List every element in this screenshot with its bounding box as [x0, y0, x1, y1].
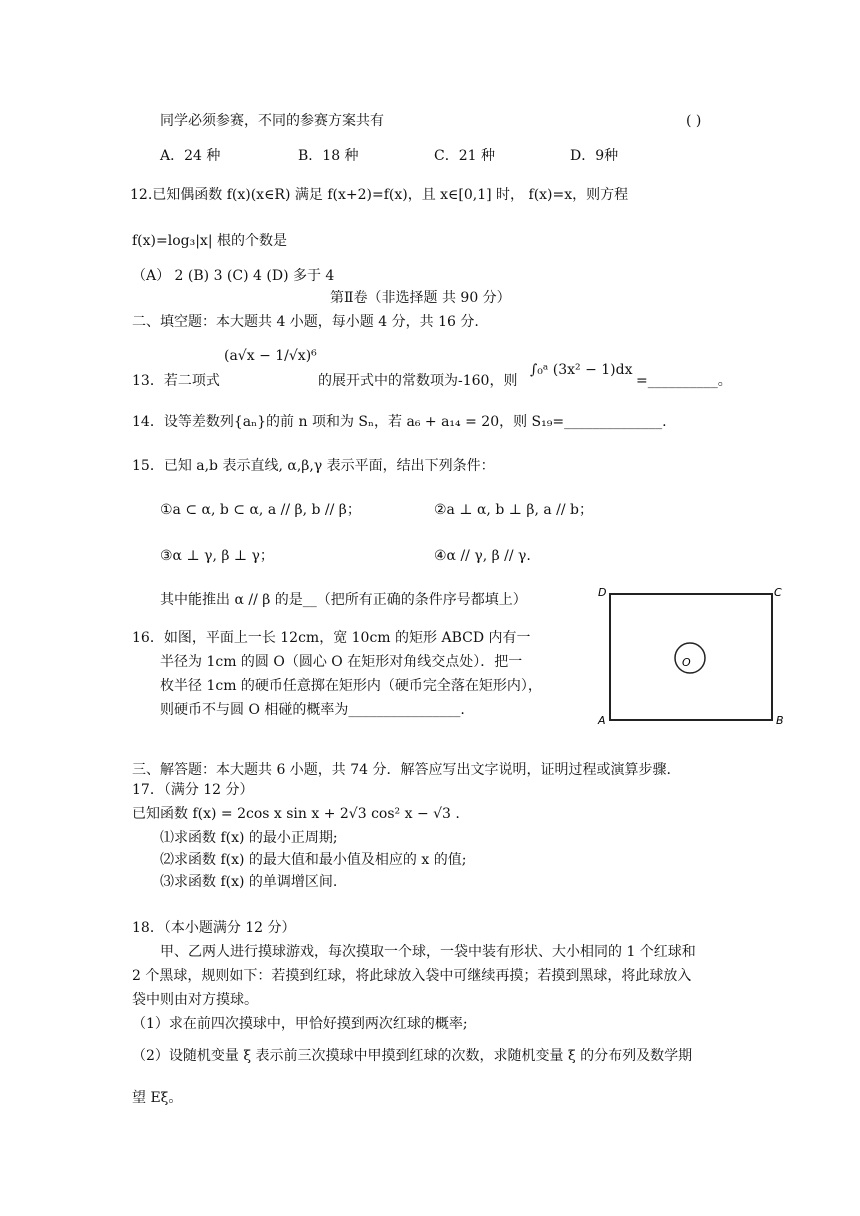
q11-option-b: B．18 种	[298, 148, 359, 164]
section2-title: 第Ⅱ卷（非选择题 共 90 分）	[330, 290, 511, 306]
q16-line4: 则硬币不与圆 O 相碰的概率为________________.	[160, 702, 465, 718]
q13-answer-blank: =__________。	[636, 373, 732, 389]
q13-binomial-expr: (a√x − 1/√x)⁶	[224, 348, 317, 364]
q16-line3: 枚半径 1cm 的硬币任意掷在矩形内（硬币完全落在矩形内），	[160, 678, 542, 694]
q15-condition-4: ④α // γ, β // γ.	[434, 548, 531, 564]
q12-options: （A） 2 (B) 3 (C) 4 (D) 多于 4	[132, 268, 335, 284]
q15-intro: 15．已知 a,b 表示直线, α,β,γ 表示平面，结出下列条件：	[132, 458, 495, 474]
label-o: O	[682, 656, 691, 669]
q15-condition-2: ②a ⊥ α, b ⊥ β, a // b；	[434, 502, 593, 518]
q15-question: 其中能推出 α // β 的是__（把所有正确的条件序号都填上）	[160, 592, 527, 608]
label-c: C	[774, 586, 782, 599]
label-d: D	[598, 586, 607, 599]
q18-line1: 甲、乙两人进行摸球游戏，每次摸取一个球，一袋中装有形状、大小相同的 1 个红球和	[160, 944, 696, 960]
q11-option-c: C．21 种	[434, 148, 495, 164]
rectangle-figure	[596, 586, 796, 726]
q17-given: 已知函数 f(x) = 2cos x sin x + 2√3 cos² x − √3 .	[132, 806, 460, 822]
label-a: A	[598, 714, 606, 726]
q16-line1: 16．如图，平面上一长 12cm，宽 10cm 的矩形 ABCD 内有一	[132, 630, 531, 646]
q13-mid-text: 的展开式中的常数项为-160，则	[318, 373, 518, 389]
q18-line3: 袋中则由对方摸球。	[132, 992, 258, 1008]
q14-text: 14．设等差数列{aₙ}的前 n 项和为 Sₙ，若 a₆ + a₁₄ = 20，则 S₁₉=______________.	[132, 414, 667, 430]
q18-line2: 2 个黑球，规则如下：若摸到红球，将此球放入袋中可继续再摸；若摸到黑球，将此球放入	[132, 968, 692, 984]
q13-number: 13．若二项式	[132, 373, 220, 389]
label-b: B	[776, 714, 784, 726]
q16-line2: 半径为 1cm 的圆 O（圆心 O 在矩形对角线交点处）．把一	[160, 654, 523, 670]
section3-header: 三、解答题：本大题共 6 小题，共 74 分．解答应写出文字说明，证明过程或演算步骤.	[132, 762, 671, 778]
q18-part3: 望 Eξ。	[132, 1090, 183, 1106]
q15-condition-1: ①a ⊂ α, b ⊂ α, a // β, b // β；	[160, 502, 361, 518]
q12-line2: f(x)=log₃|x| 根的个数是	[132, 233, 287, 249]
q11-text: 同学必须参赛，不同的参赛方案共有	[160, 113, 384, 129]
q11-option-d: D．9种	[570, 148, 619, 164]
q11-option-a: A．24 种	[160, 148, 221, 164]
q17-part1: ⑴求函数 f(x) 的最小正周期;	[160, 830, 338, 846]
q17-title: 17．（满分 12 分）	[132, 782, 254, 798]
q12-line1: 12.已知偶函数 f(x)(x∈R) 满足 f(x+2)=f(x)，且 x∈[0,1] 时， f(x)=x，则方程	[130, 187, 629, 203]
q18-title: 18．（本小题满分 12 分）	[132, 920, 296, 936]
fill-in-header: 二、填空题：本大题共 4 小题，每小题 4 分，共 16 分.	[132, 314, 479, 330]
q13-integral: ∫₀ᵃ (3x² − 1)dx	[530, 362, 633, 378]
q15-condition-3: ③α ⊥ γ, β ⊥ γ；	[160, 548, 274, 564]
q18-part2: （2）设随机变量 ξ 表示前三次摸球中甲摸到红球的次数，求随机变量 ξ 的分布列及数学期	[132, 1048, 693, 1064]
q17-part2: ⑵求函数 f(x) 的最大值和最小值及相应的 x 的值;	[160, 852, 467, 868]
q18-part1: （1）求在前四次摸球中，甲恰好摸到两次红球的概率;	[132, 1016, 468, 1032]
q11-answer-paren: ( )	[686, 113, 702, 129]
q17-part3: ⑶求函数 f(x) 的单调增区间.	[160, 874, 338, 890]
